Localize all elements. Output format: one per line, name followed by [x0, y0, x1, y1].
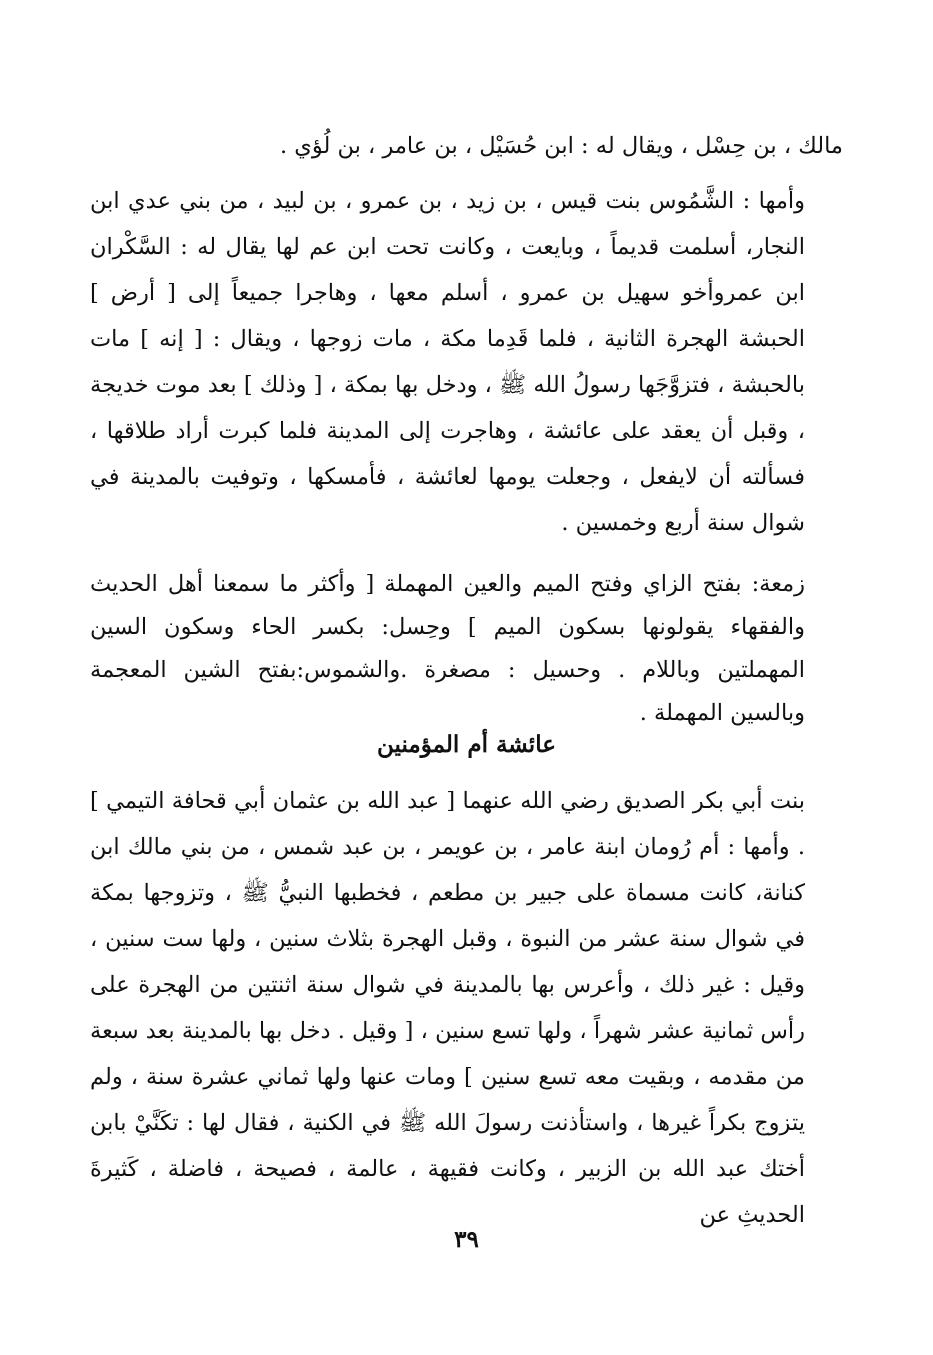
section-heading: عائشة أم المؤمنين	[377, 731, 556, 758]
aisha-paragraph	[90, 778, 843, 1238]
mother-paragraph	[90, 178, 843, 546]
notes-text: زمعة: بفتح الزاي وفتح الميم والعين المهملة [ وأكثر ما سمعنا أهل الحديث والفقهاء يقولونها بسكون الميم ] وحِسل: بكسر الحاء وسكون السين المهملتين وباللام . وحسيل : مصغرة .والشموس:بفتح الشين المعجمة وبالسين المهملة .	[90, 571, 805, 726]
page-number: ٣٩	[454, 1226, 479, 1253]
lineage-text: مالك ، بن حِسْل ، ويقال له : ابن حُسَيْل ، بن عامر ، بن لُؤي .	[279, 133, 843, 159]
notes-paragraph	[90, 563, 843, 735]
mother-text: وأمها : الشَّمُوس بنت قيس ، بن زيد ، بن عمرو ، بن لبيد ، من بني عدي ابن النجار، أسلمت قديماً ، وبايعت ، وكانت تحت ابن عم لها يقال له : السَّكْران ابن عمروأخو سهيل بن عمرو ، أسلم معها ، وهاجرا جميعاً إلى [ أرض ] الحبشة الهجرة الثانية ، فلما قَدِما مكة ، مات زوجها ، ويقال : [ إنه ] مات بالحبشة ، فتزوَّجَها رسولُ الله ﷺ ، ودخل بها بمكة ، [ وذلك ] بعد موت خديجة ، وقبل أن يعقد على عائشة ، وهاجرت إلى المدينة فلما كبرت أراد طلاقها ، فسألته أن لايفعل ، وجعلت يومها لعائشة ، فأمسكها ، وتوفيت بالمدينة في شوال سنة أربع وخمسين .	[90, 188, 805, 536]
aisha-text: بنت أبي بكر الصديق رضي الله عنهما [ عبد الله بن عثمان أبي قحافة التيمي ] . وأمها : أم رُومان ابنة عامر ، بن عويمر ، بن عبد شمس ، من بني مالك ابن كنانة، كانت مسماة على جبير بن مطعم ، فخطبها النبيُّ ﷺ ، وتزوجها بمكة في شوال سنة عشر من النبوة ، وقبل الهجرة بثلاث سنين ، ولها ست سنين ، وقيل : غير ذلك ، وأعرس بها بالمدينة في شوال سنة اثنتين من الهجرة على رأس ثمانية عشر شهراً ، ولها تسع سنين ، [ وقيل . دخل بها بالمدينة بعد سبعة من مقدمه ، وبقيت معه تسع سنين ] ومات عنها ولها ثماني عشرة سنة ، ولم يتزوج بكراً غيرها ، واستأذنت رسولَ الله ﷺ في الكنية ، فقال لها : تكَنَّيْ بابن أختك عبد الله بن الزبير ، وكانت فقيهة ، عالمة ، فصيحة ، فاضلة ، كَثيرةَ الحديثِ عن	[90, 788, 805, 1228]
lineage-line	[90, 123, 843, 169]
